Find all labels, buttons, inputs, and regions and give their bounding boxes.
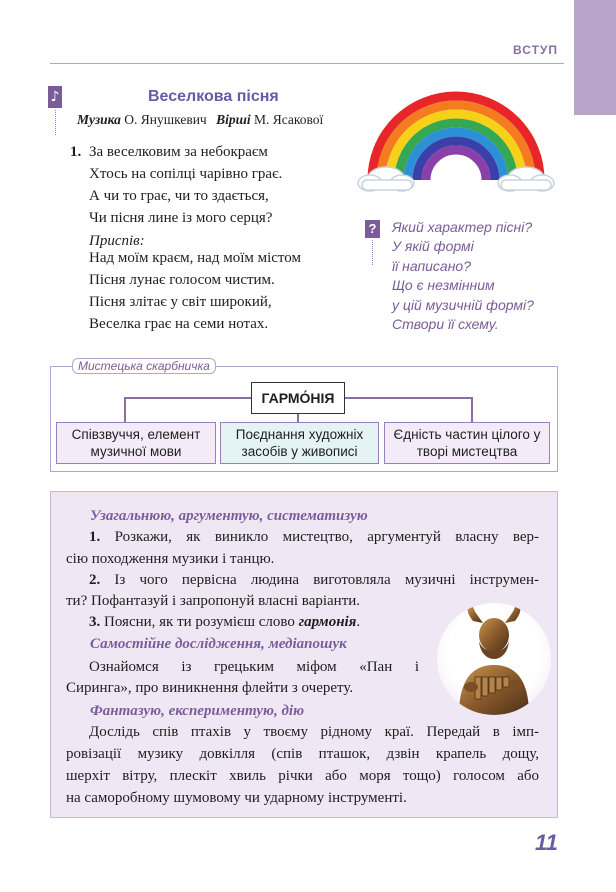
- verse-number: 1.: [70, 144, 82, 160]
- verse-line: А чи то грає, чи то здається,: [89, 188, 269, 204]
- research-line-1: Ознайомся із грецьким міфом «Пан і: [89, 659, 419, 675]
- chorus-line: Пісня лунає голосом чистим.: [89, 272, 275, 288]
- song-credits: [77, 112, 323, 128]
- header-divider: [50, 63, 564, 64]
- tasks-heading-generalize: Узагальнюю, аргументую, систематизую: [90, 508, 368, 524]
- music-author: О. Янушкевич: [124, 112, 207, 127]
- question-line: у цій музичній формі?: [392, 296, 534, 313]
- page-number: 11: [535, 830, 558, 855]
- question-line: У якій формі: [392, 238, 474, 255]
- chorus-line: Над моїм краєм, над моїм містом: [89, 250, 301, 266]
- question-dotted-line: [372, 240, 373, 265]
- task-1-line-2: сію походження музики і танцю.: [66, 551, 275, 567]
- fantasy-line: ровізації музику довкілля (спів пташок, дзвін крапель дощу,: [66, 746, 539, 762]
- music-label: Музика: [77, 112, 121, 127]
- rainbow-illustration: [356, 80, 556, 195]
- research-line-2: Сиринга», про виникнення флейти з очерету.: [66, 680, 354, 696]
- task-3: 3. Поясни, як ти розумієш слово гармонія.: [89, 614, 361, 630]
- task-1-line-1: 1. Розкажи, як виникло мистецтво, аргументуй власну вер-: [89, 529, 539, 545]
- tasks-heading-fantasy: Фантазую, експериментую, дію: [90, 703, 305, 719]
- question-list: [392, 218, 534, 334]
- chorus: [89, 247, 301, 335]
- definition-box: Єдність частин цілого у творі мистецтва: [384, 422, 550, 464]
- treasury-label: Мистецька скарбничка: [72, 358, 216, 374]
- lyrics-author: М. Ясакової: [253, 112, 324, 127]
- section-label: ВСТУП: [513, 43, 558, 57]
- connector-right: [471, 397, 473, 422]
- definition-box: Співзвуччя, елемент музичної мови: [56, 422, 216, 464]
- fantasy-line: Дослідь спів птахів у твоєму рідному краї. Передай в імп-: [89, 724, 539, 740]
- connector-left: [124, 397, 126, 422]
- question-line: Що є незмінним: [392, 277, 495, 294]
- fantasy-line: на саморобному шумовому чи ударному інструменті.: [66, 790, 407, 806]
- question-line: Створи її схему.: [392, 316, 499, 333]
- song-title: Веселкова пісня: [148, 88, 279, 105]
- chorus-label: Приспів:: [89, 233, 145, 249]
- note-dotted-line: [55, 110, 56, 135]
- lyrics-label: Вірші: [216, 112, 251, 127]
- pan-statue-image: [437, 603, 551, 715]
- task-2-line-1: 2. Із чого первісна людина виготовляла музичні інструмен-: [89, 572, 540, 588]
- question-line: її написано?: [392, 257, 471, 274]
- question-icon: ?: [365, 220, 380, 238]
- corner-tab: [574, 0, 616, 115]
- verse: [89, 141, 282, 229]
- task-2-line-2: ти? Пофантазуй і запропонуй власні варіанти.: [66, 593, 361, 609]
- verse-line: Чи пісня лине із мого серця?: [89, 210, 273, 226]
- verse-line: За веселковим за небокраєм: [89, 144, 268, 160]
- tasks-heading-research: Самостійне дослідження, медіапошук: [90, 636, 347, 652]
- definition-box: Поєднання художніх засобів у живописі: [220, 422, 379, 464]
- chorus-line: Пісня злітає у світ широкий,: [89, 294, 272, 310]
- music-note-icon: ♪: [48, 86, 62, 108]
- question-line: Який характер пісні?: [392, 219, 533, 235]
- verse-line: Хтось на сопілці чарівно грає.: [89, 166, 283, 182]
- chorus-line: Веселка грає на семи нотах.: [89, 316, 269, 332]
- term-box: ГАРМО́НІЯ: [251, 382, 345, 414]
- fantasy-line: шерхіт вітру, плескіт хвиль річки або моря тощо) голосом або: [66, 768, 539, 784]
